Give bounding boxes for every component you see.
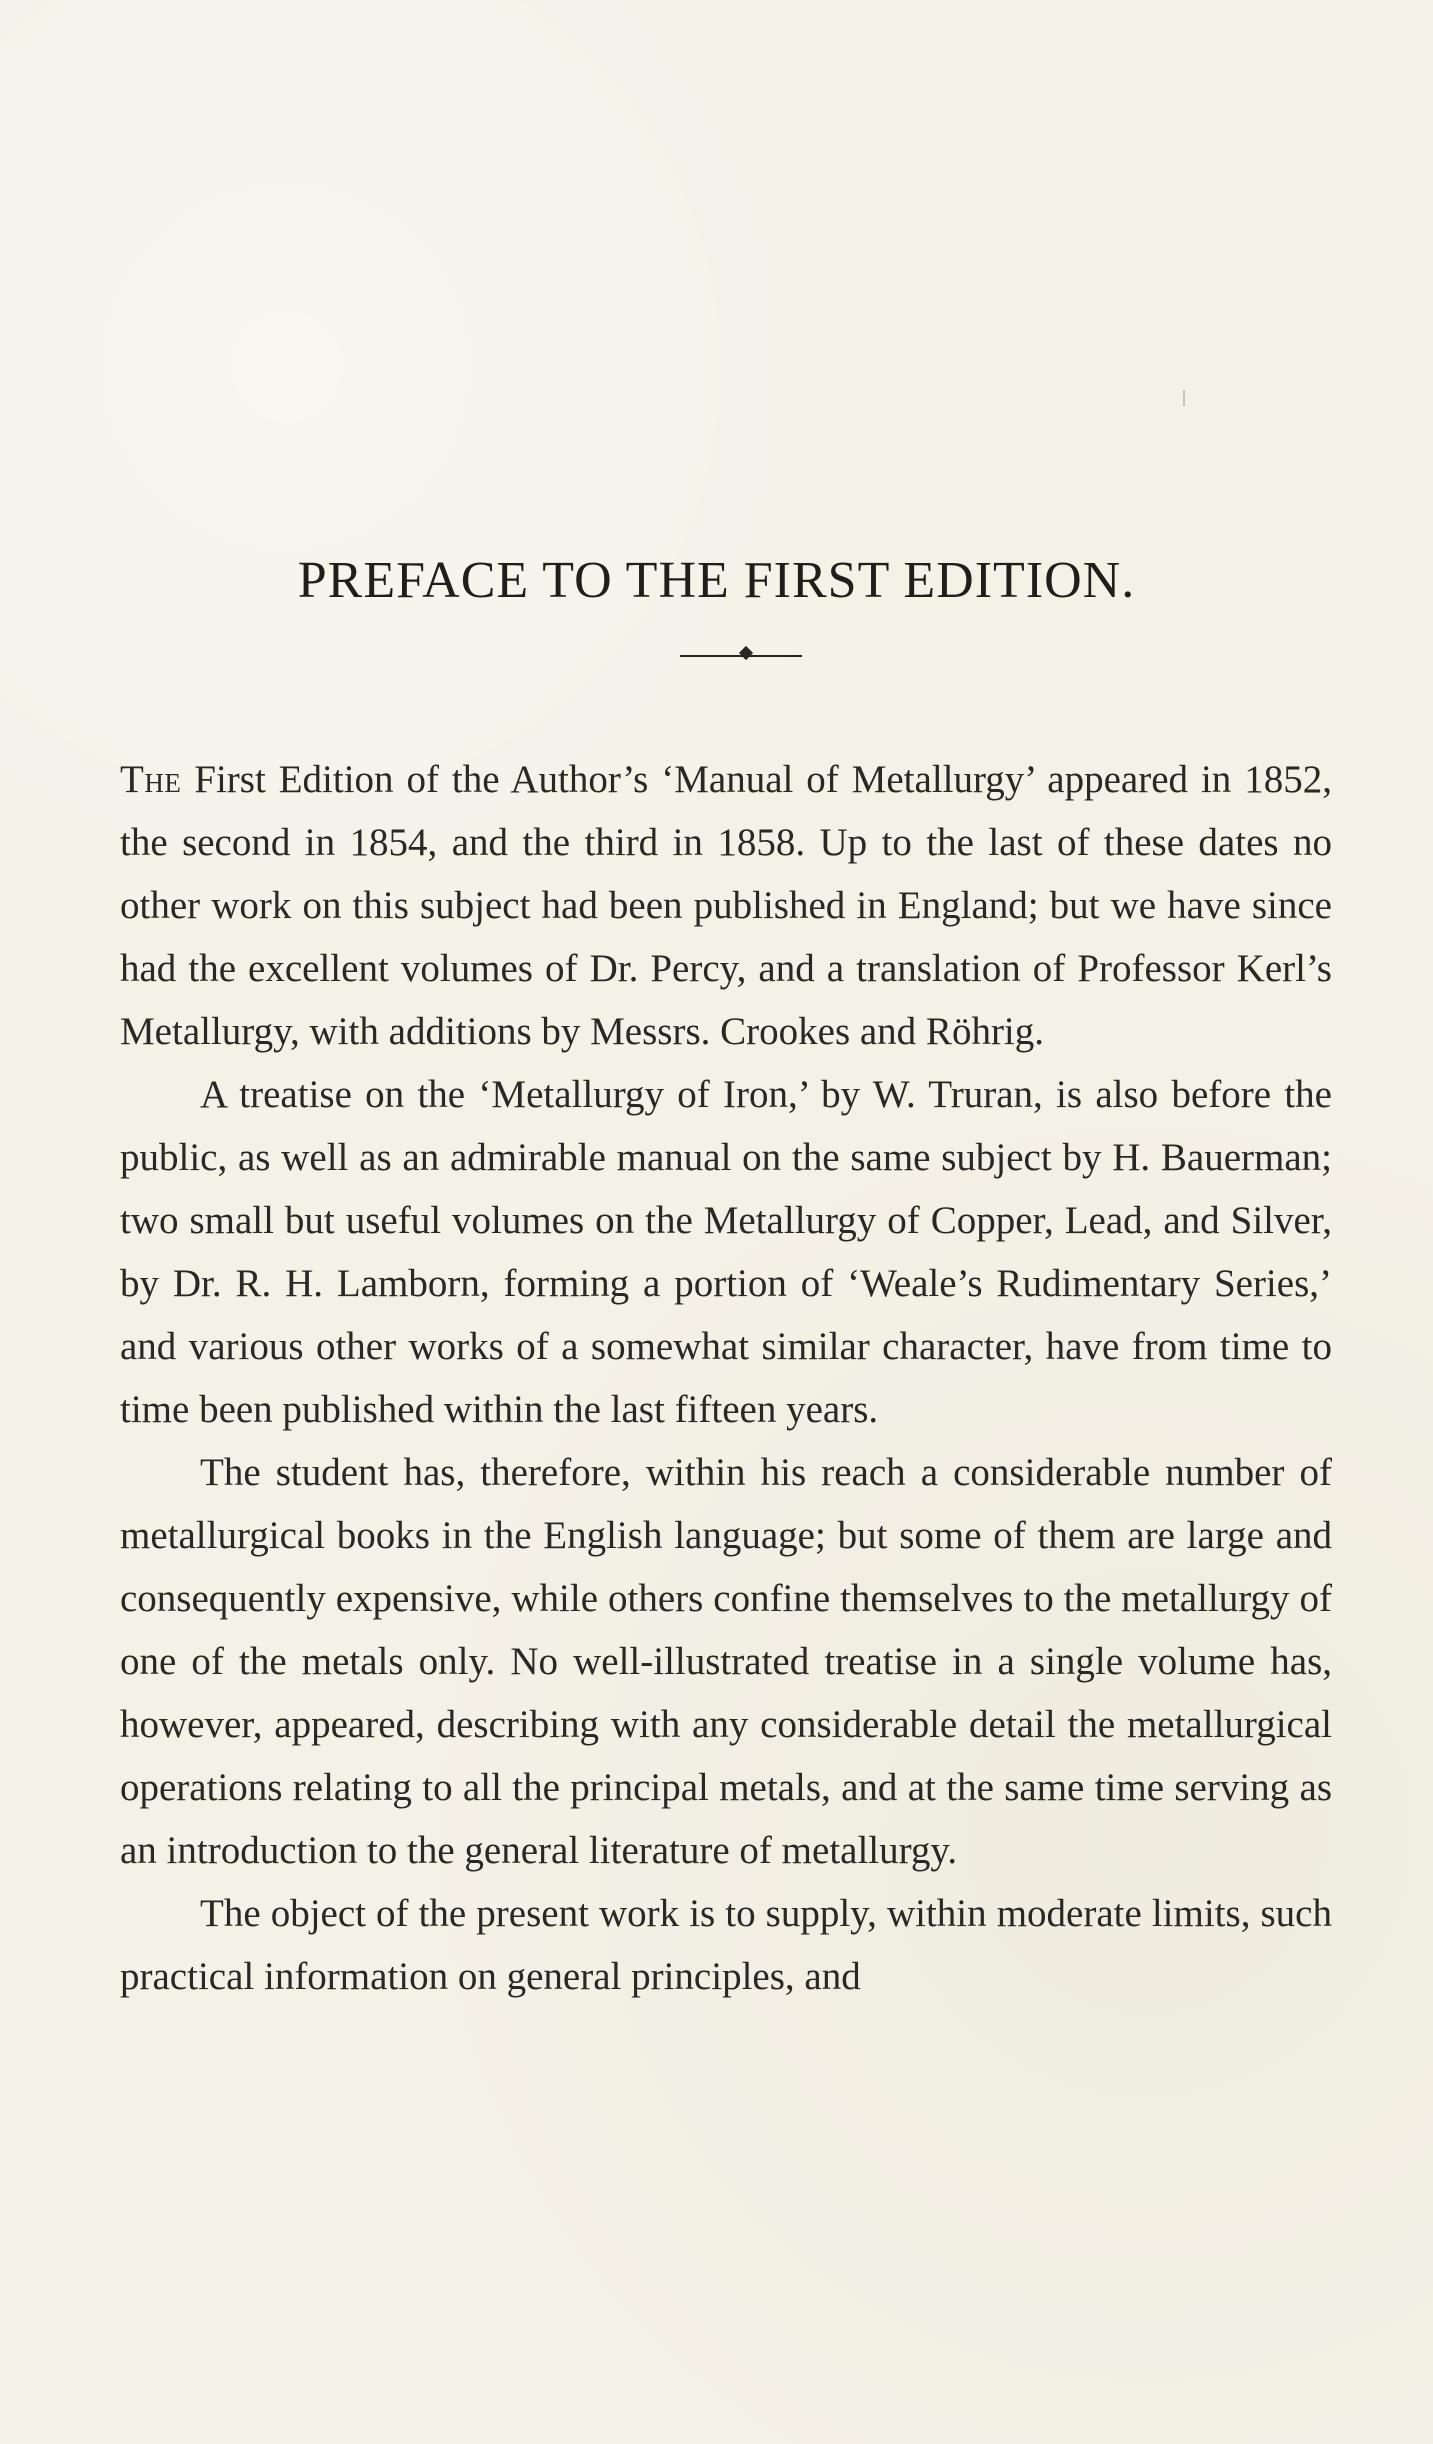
paragraph-1-lead: The (120, 758, 182, 801)
paragraph-2: A treatise on the ‘Metallurgy of Iron,’ by W. Truran, is also before the public, as well as an admirable manual on the same subject by H. Bauerman; two small but useful volumes on the Metallurgy of Copper, Lead, and Silver, by Dr. R. H. Lamborn, forming a portion of ‘Weale’s Rudimentary Series,’ and various other works of a somewhat similar character, have from time to time been published within the last fifteen years. (120, 1073, 1332, 1431)
scan-mark (1183, 390, 1185, 406)
preface-body (120, 748, 1332, 2008)
ornament-diamond-icon (739, 646, 753, 660)
paragraph-1-text: First Edition of the Author’s ‘Manual of Metallurgy’ appeared in 1852, the second in 1854, and the third in 1858. Up to the last of these dates no other work on this subject had been published in England; but we have since had the excellent volumes of Dr. Percy, and a translation of Professor Kerl’s Metallurgy, with additions by Messrs. Crookes and Röhrig. (120, 758, 1332, 1053)
page-title: PREFACE TO THE FIRST EDITION. (297, 551, 1136, 609)
paragraph-3: The student has, therefore, within his reach a considerable number of metallurgical books in the English language; but some of them are large and consequently expensive, while others confine themselves to the metallurgy of one of the metals only. No well-illustrated treatise in a single volume has, however, appeared, describing with any considerable detail the metallurgical operations relating to all the principal metals, and at the same time serving as an introduction to the general literature of metallurgy. (120, 1451, 1332, 1872)
paragraph-1 (120, 748, 1332, 1063)
paragraph-4: The object of the present work is to supply, within moderate limits, such practical information on general principles, and (120, 1892, 1332, 1998)
